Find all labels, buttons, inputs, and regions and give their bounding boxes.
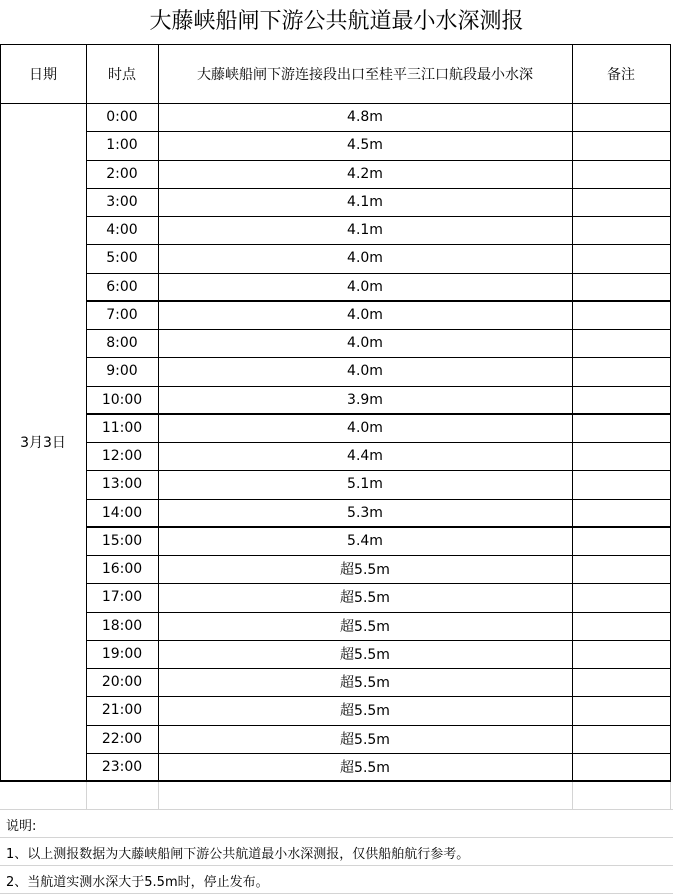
depth-cell: 超5.5m: [340, 590, 390, 607]
grid-line: [158, 781, 159, 809]
remark-cell: [572, 216, 670, 244]
header-depth: 大藤峡船闸下游连接段出口至桂平三江口航段最小水深: [197, 66, 533, 83]
column-line: [670, 44, 671, 781]
time-cell: 10:00: [101, 391, 143, 408]
depth-cell: 超5.5m: [340, 618, 390, 635]
remark-cell: [572, 301, 670, 329]
header-time: 时点: [108, 66, 136, 83]
depth-cell: 超5.5m: [340, 646, 390, 663]
depth-cell: 4.0m: [347, 278, 383, 295]
depth-cell: 4.0m: [347, 250, 383, 267]
depth-cell: 超5.5m: [340, 703, 390, 720]
remark-cell: [572, 273, 670, 301]
depth-cell: 3.9m: [347, 391, 383, 408]
time-cell: 18:00: [101, 617, 143, 634]
depth-cell: 超5.5m: [340, 562, 390, 579]
time-cell: 2:00: [106, 165, 138, 182]
date-cell: 3月3日: [20, 435, 66, 451]
time-cell: 22:00: [101, 730, 143, 747]
remark-cell: [572, 470, 670, 498]
time-cell: 1:00: [106, 137, 138, 154]
notes-label: 说明:: [6, 818, 37, 834]
time-cell: 12:00: [101, 448, 143, 465]
remark-cell: [572, 414, 670, 442]
depth-cell: 4.0m: [347, 419, 383, 436]
depth-cell: 4.4m: [347, 448, 383, 465]
time-cell: 4:00: [106, 222, 138, 239]
grid-line: [670, 781, 671, 809]
remark-cell: [572, 527, 670, 555]
remark-cell: [572, 244, 670, 272]
depth-cell: 4.0m: [347, 363, 383, 380]
time-cell: 17:00: [101, 589, 143, 606]
time-cell: 20:00: [101, 674, 143, 691]
remark-cell: [572, 131, 670, 159]
time-cell: 5:00: [106, 250, 138, 267]
time-cell: 6:00: [106, 278, 138, 295]
time-cell: 23:00: [101, 758, 143, 775]
remark-cell: [572, 753, 670, 781]
time-cell: 13:00: [101, 476, 143, 493]
remark-cell: [572, 386, 670, 414]
depth-cell: 4.2m: [347, 165, 383, 182]
remark-cell: [572, 188, 670, 216]
remark-cell: [572, 668, 670, 696]
depth-cell: 超5.5m: [340, 759, 390, 776]
remark-cell: [572, 357, 670, 385]
depth-cell: 4.1m: [347, 222, 383, 239]
depth-cell: 5.3m: [347, 504, 383, 521]
time-cell: 9:00: [106, 363, 138, 380]
grid-line: [572, 781, 573, 809]
note-item-2: 2、当航道实测水深大于5.5m时，停止发布。: [6, 874, 269, 890]
depth-cell: 超5.5m: [340, 675, 390, 692]
depth-cell: 5.1m: [347, 476, 383, 493]
time-cell: 8:00: [106, 335, 138, 352]
remark-cell: [572, 499, 670, 527]
time-cell: 19:00: [101, 645, 143, 662]
time-cell: 21:00: [101, 702, 143, 719]
grid-line: [86, 781, 87, 809]
depth-cell: 4.8m: [347, 109, 383, 126]
time-cell: 3:00: [106, 193, 138, 210]
note-item-1: 1、以上测报数据为大藤峡船闸下游公共航道最小水深测报，仅供船舶航行参考。: [6, 846, 470, 862]
page-title: 大藤峡船闸下游公共航道最小水深测报: [149, 9, 524, 34]
remark-cell: [572, 612, 670, 640]
remark-cell: [572, 103, 670, 131]
depth-cell: 4.0m: [347, 306, 383, 323]
remark-cell: [572, 640, 670, 668]
remark-cell: [572, 555, 670, 583]
header-remark: 备注: [607, 66, 635, 83]
time-cell: 16:00: [101, 561, 143, 578]
time-cell: 14:00: [101, 504, 143, 521]
remark-cell: [572, 442, 670, 470]
remark-cell: [572, 329, 670, 357]
time-cell: 11:00: [101, 419, 143, 436]
header-date: 日期: [29, 66, 57, 83]
depth-cell: 4.5m: [347, 137, 383, 154]
time-cell: 7:00: [106, 306, 138, 323]
remark-cell: [572, 160, 670, 188]
remark-cell: [572, 696, 670, 724]
remark-cell: [572, 725, 670, 753]
time-cell: 15:00: [101, 532, 143, 549]
time-cell: 0:00: [106, 109, 138, 126]
depth-cell: 4.1m: [347, 193, 383, 210]
depth-cell: 超5.5m: [340, 731, 390, 748]
grid-line: [0, 809, 673, 810]
remark-cell: [572, 583, 670, 611]
depth-cell: 5.4m: [347, 532, 383, 549]
depth-cell: 4.0m: [347, 335, 383, 352]
